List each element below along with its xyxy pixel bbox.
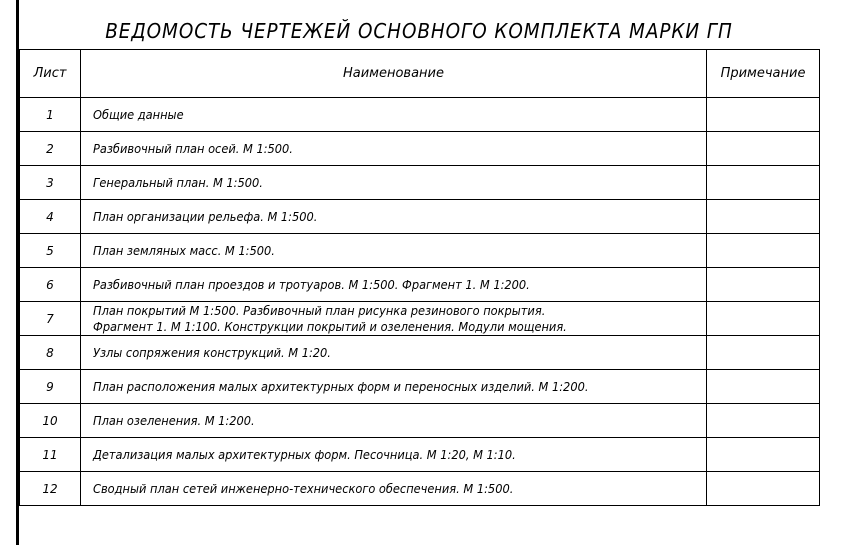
table-row (20, 98, 820, 132)
sheet-number: 1 (20, 98, 81, 132)
sheet-number: 12 (20, 472, 81, 506)
table-row (20, 302, 820, 336)
sheet-note (707, 200, 820, 234)
table-row (20, 438, 820, 472)
table-row (20, 404, 820, 438)
sheet-name: План озеленения. М 1:200. (81, 404, 707, 438)
table-row (20, 200, 820, 234)
sheet-name: Детализация малых архитектурных форм. Песочница. М 1:20, М 1:10. (81, 438, 707, 472)
sheet-name: Сводный план сетей инженерно-технического обеспечения. М 1:500. (81, 472, 707, 506)
header-sheet: Лист (20, 50, 81, 98)
table-row (20, 132, 820, 166)
sheet-name: Разбивочный план осей. М 1:500. (81, 132, 707, 166)
sheet-number: 4 (20, 200, 81, 234)
table-row (20, 472, 820, 506)
sheet-note (707, 302, 820, 336)
drawings-list-table (19, 49, 820, 506)
document-title: ВЕДОМОСТЬ ЧЕРТЕЖЕЙ ОСНОВНОГО КОМПЛЕКТА МАРКИ ГП (105, 19, 733, 43)
sheet-note (707, 404, 820, 438)
header-name: Наименование (81, 50, 707, 98)
sheet-name: План земляных масс. М 1:500. (81, 234, 707, 268)
table-header-row (20, 50, 820, 98)
header-note: Примечание (707, 50, 820, 98)
sheet-number: 6 (20, 268, 81, 302)
sheet-note (707, 98, 820, 132)
table-row (20, 268, 820, 302)
sheet-number: 11 (20, 438, 81, 472)
sheet-name: План покрытий М 1:500. Разбивочный план рисунка резинового покрытия. Фрагмент 1. М 1:100. Конструкции покрытий и озеленения. Модули мощения. (81, 302, 707, 336)
sheet-note (707, 336, 820, 370)
sheet-number: 9 (20, 370, 81, 404)
sheet-number: 7 (20, 302, 81, 336)
table-row (20, 234, 820, 268)
sheet-name: Общие данные (81, 98, 707, 132)
sheet-number: 2 (20, 132, 81, 166)
sheet-note (707, 234, 820, 268)
table-row (20, 370, 820, 404)
sheet-number: 10 (20, 404, 81, 438)
sheet-name: Узлы сопряжения конструкций. М 1:20. (81, 336, 707, 370)
sheet-note (707, 166, 820, 200)
sheet-name: План расположения малых архитектурных форм и переносных изделий. М 1:200. (81, 370, 707, 404)
table-row (20, 336, 820, 370)
sheet-name: Разбивочный план проездов и тротуаров. М 1:500. Фрагмент 1. М 1:200. (81, 268, 707, 302)
sheet-name: План организации рельефа. М 1:500. (81, 200, 707, 234)
sheet-note (707, 472, 820, 506)
sheet-note (707, 438, 820, 472)
sheet-name: Генеральный план. М 1:500. (81, 166, 707, 200)
sheet-note (707, 268, 820, 302)
table-row (20, 166, 820, 200)
sheet-number: 8 (20, 336, 81, 370)
sheet-note (707, 132, 820, 166)
sheet-number: 5 (20, 234, 81, 268)
sheet-note (707, 370, 820, 404)
sheet-number: 3 (20, 166, 81, 200)
